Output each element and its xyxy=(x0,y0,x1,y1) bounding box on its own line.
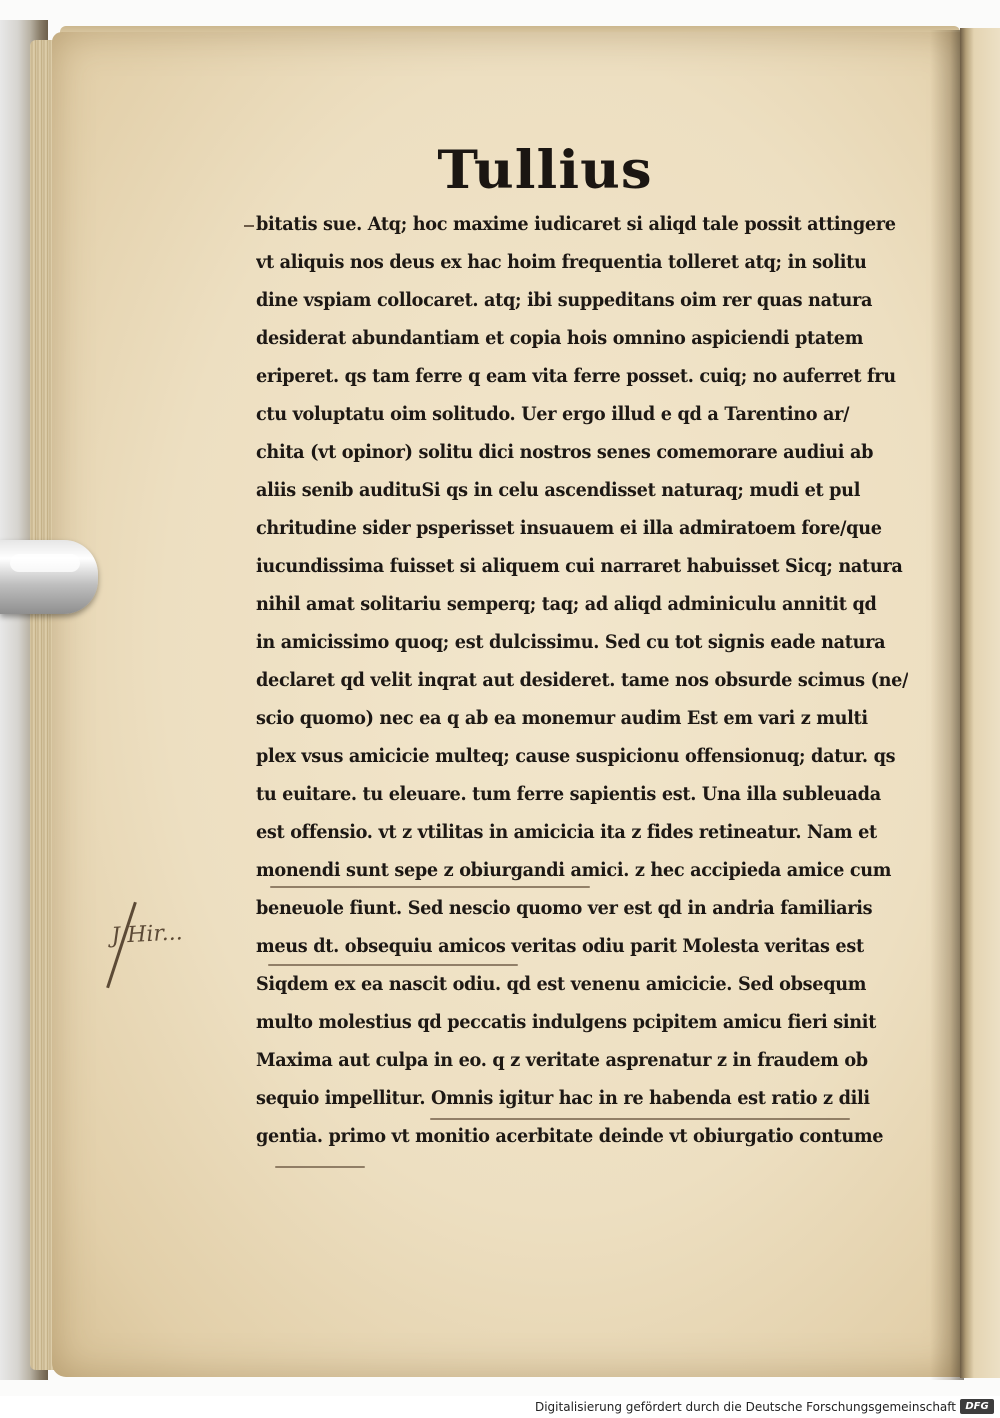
text-line: plex vsus amicicie multeq; cause suspicionu offensionuq; datur. qs xyxy=(256,745,896,767)
ink-underline xyxy=(275,1166,365,1168)
book-gutter xyxy=(930,30,964,1380)
ink-underline xyxy=(270,886,590,888)
text-line: Siqdem ex ea nascit odiu. qd est venenu amicicie. Sed obsequm xyxy=(256,973,867,995)
text-line: beneuole fiunt. Sed nescio quomo ver est qd in andria familiaris xyxy=(256,897,873,919)
text-line: in amicissimo quoq; est dulcissimu. Sed cu tot signis eade natura xyxy=(256,631,886,653)
text-line: aliis senib audituSi qs in celu ascendisset naturaq; mudi et pul xyxy=(256,479,861,501)
text-line: sequio impellitur. Omnis igitur hac in re habenda est ratio z dili xyxy=(256,1087,870,1109)
text-line: vt aliquis nos deus ex hac hoim frequentia tolleret atq; in solitu xyxy=(256,251,867,273)
facing-page-edge xyxy=(960,28,1000,1378)
margin-mark xyxy=(244,225,254,227)
text-line: chritudine sider psperisset insuauem ei illa admiratoem fore/que xyxy=(256,517,882,539)
text-line: chita (vt opinor) solitu dici nostros senes comemorare audiui ab xyxy=(256,441,874,463)
text-line: tu euitare. tu eleuare. tum ferre sapientis est. Una illa subleuada xyxy=(256,783,881,805)
text-line: nihil amat solitariu semperq; taq; ad aliqd adminiculu annitit qd xyxy=(256,593,877,615)
text-line: bitatis sue. Atq; hoc maxime iudicaret si aliqd tale possit attingere xyxy=(256,213,896,235)
text-line: declaret qd velit inqrat aut desideret. tame nos obsurde scimus (ne/ xyxy=(256,669,909,691)
text-line: iucundissima fuisset si aliquem cui narraret habuisset Sicq; natura xyxy=(256,555,903,577)
text-line: gentia. primo vt monitio acerbitate deinde vt obiurgatio contume xyxy=(256,1125,884,1147)
text-line: eriperet. qs tam ferre q eam vita ferre posset. cuiq; no auferret fru xyxy=(256,365,896,387)
marginalia-note: J Hir... xyxy=(110,920,184,949)
text-line: multo molestius qd peccatis indulgens pcipitem amicu fieri sinit xyxy=(256,1011,877,1033)
text-line: est offensio. vt z vtilitas in amicicia ita z fides retineatur. Nam et xyxy=(256,821,877,843)
text-line: desiderat abundantiam et copia hois omnino aspiciendi ptatem xyxy=(256,327,864,349)
ink-underline xyxy=(268,964,518,966)
text-line: monendi sunt sepe z obiurgandi amici. z hec accipieda amice cum xyxy=(256,859,892,881)
glass-weight-clamp xyxy=(0,540,98,614)
text-line: ctu voluptatu oim solitudo. Uer ergo illud e qd a Tarentino ar/ xyxy=(256,403,850,425)
footer-credit: Digitalisierung gefördert durch die Deutsche Forschungsgemeinschaft xyxy=(534,1400,956,1414)
text-line: meus dt. obsequiu amicos veritas odiu parit Molesta veritas est xyxy=(256,935,864,957)
text-line: Maxima aut culpa in eo. q z veritate asprenatur z in fraudem ob xyxy=(256,1049,868,1071)
text-line: scio quomo) nec ea q ab ea monemur audim Est em vari z multi xyxy=(256,707,868,729)
dfg-logo: DFG xyxy=(960,1399,994,1414)
text-line: dine vspiam collocaret. atq; ibi suppeditans oim rer quas natura xyxy=(256,289,873,311)
ink-underline xyxy=(430,1118,850,1120)
running-head: Tullius xyxy=(437,140,653,201)
